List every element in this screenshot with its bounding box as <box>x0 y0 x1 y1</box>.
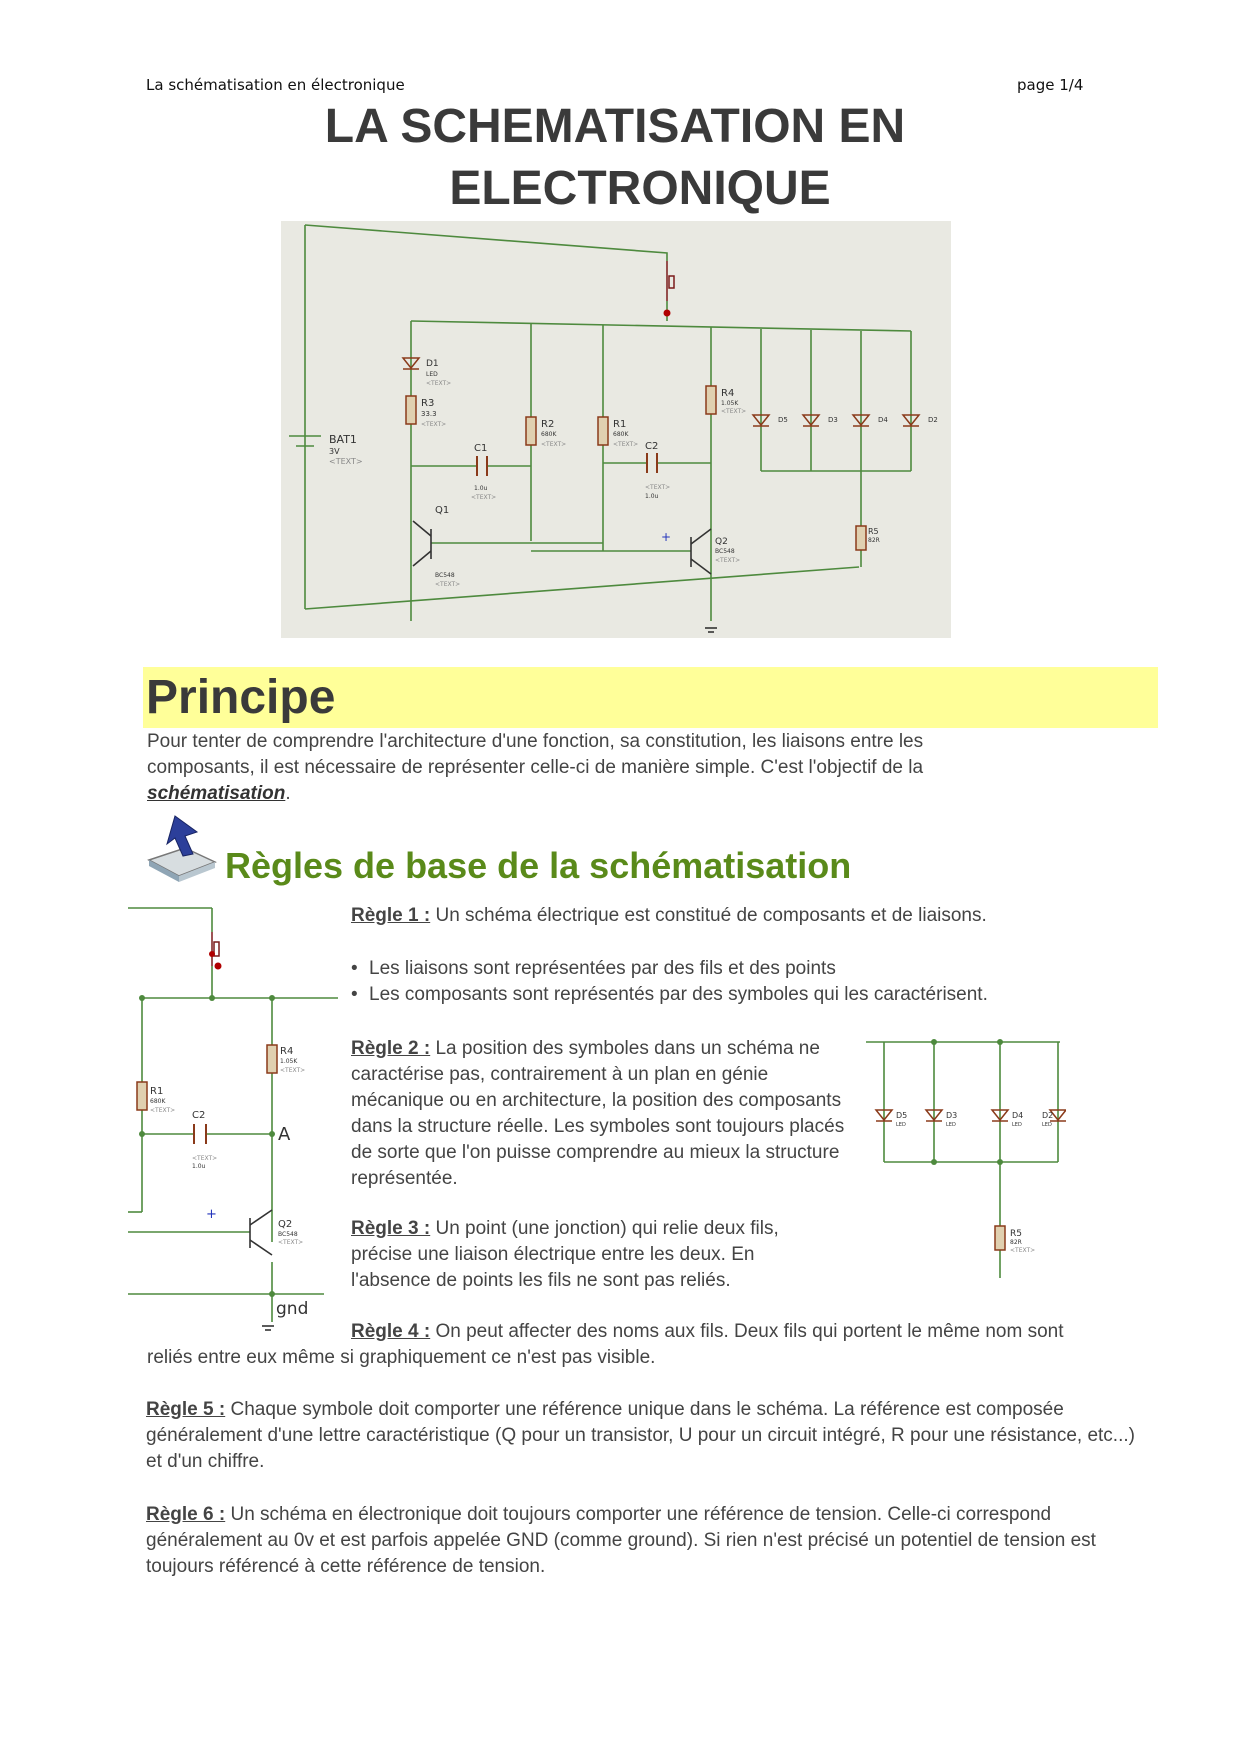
regle-3 <box>351 1216 831 1294</box>
label-bat1-text: <TEXT> <box>329 457 363 466</box>
right-label-r5-text: <TEXT> <box>1010 1247 1036 1254</box>
label-d5: D5 <box>778 416 788 424</box>
label-q2-text: <TEXT> <box>715 557 741 564</box>
label-c1: C1 <box>474 443 488 454</box>
right-label-d4: D4 <box>1012 1111 1024 1120</box>
bullet-item: • Les liaisons sont représentées par des fils et des points <box>351 956 1071 982</box>
regle-4-text: On peut affecter des noms aux fils. Deux fils qui portent le même nom sont <box>430 1321 1064 1342</box>
label-r3-text: <TEXT> <box>421 421 447 428</box>
label-c2-val: 1.0u <box>645 493 659 500</box>
regle-2-text: La position des symboles dans un schéma ne caractérise pas, contrairement à un plan en génie mécanique ou en architecture, la position des composants dans la structure réelle. Les symboles sont toujours placés de sorte que l'on puisse comprendre au mieux la structure représentée. <box>351 1038 845 1189</box>
bullet-item: • Les composants sont représentés par des symboles qui les caractérisent. <box>351 982 1071 1008</box>
label-c2: C2 <box>645 441 659 452</box>
left-label-c2-val: 1.0u <box>192 1163 206 1170</box>
right-label-d5-led: LED <box>896 1122 906 1128</box>
label-q1-val: BC548 <box>435 572 455 579</box>
left-label-r1-text: <TEXT> <box>150 1107 176 1114</box>
page-title <box>250 96 980 220</box>
regle-1-label: Règle 1 : <box>351 905 431 926</box>
label-r5-val: 82R <box>868 537 880 544</box>
svg-text:+: + <box>661 530 672 544</box>
regle-1-bullets <box>351 956 1071 1008</box>
left-label-r1-val: 680K <box>150 1098 166 1105</box>
left-label-q2-text: <TEXT> <box>278 1239 304 1246</box>
label-d2: D2 <box>928 416 938 424</box>
left-label-c2-text: <TEXT> <box>192 1155 218 1162</box>
regle-5-label: Règle 5 : <box>146 1399 226 1420</box>
title-line-2: ELECTRONIQUE <box>449 162 831 215</box>
right-label-d3: D3 <box>946 1111 958 1120</box>
regle-2 <box>351 1036 851 1192</box>
label-r1: R1 <box>613 419 627 430</box>
regle-3-text: Un point (une jonction) qui relie deux fils, précise une liaison électrique entre les deux. En l'absence de points les fils ne sont pas reliés. <box>351 1218 779 1291</box>
node-a-label: A <box>278 1124 291 1145</box>
left-label-r4: R4 <box>280 1046 294 1057</box>
label-bat1: BAT1 <box>329 433 357 446</box>
main-schematic <box>281 221 951 638</box>
right-label-r5-val: 82R <box>1010 1239 1022 1246</box>
label-c1-text: <TEXT> <box>471 494 497 501</box>
left-label-q2-val: BC548 <box>278 1231 298 1238</box>
label-d3: D3 <box>828 416 838 424</box>
svg-text:+: + <box>206 1207 217 1222</box>
left-label-r1: R1 <box>150 1086 164 1097</box>
label-d4: D4 <box>878 416 888 424</box>
schematisation-term: schématisation <box>147 783 286 804</box>
label-r3: R3 <box>421 398 435 409</box>
regles-heading: Règles de base de la schématisation <box>225 845 852 886</box>
label-r5: R5 <box>868 527 879 536</box>
label-r4-val: 1.05K <box>721 400 739 407</box>
principe-text-end: . <box>285 783 291 804</box>
label-r2-val: 680K <box>541 431 557 438</box>
right-label-d3-led: LED <box>946 1122 956 1128</box>
regle-6 <box>146 1502 1146 1580</box>
label-q1-text: <TEXT> <box>435 581 461 588</box>
regle-5-text: Chaque symbole doit comporter une référence unique dans le schéma. La référence est composée généralement d'une lettre caractéristique (Q pour un transistor, U pour un circuit intégré, R pour une résistance, etc...) et d'un chiffre. <box>146 1399 1135 1472</box>
regle-1 <box>351 903 1071 929</box>
label-d1: D1 <box>426 359 439 369</box>
label-r4: R4 <box>721 388 735 399</box>
right-label-d5: D5 <box>896 1111 908 1120</box>
label-q2: Q2 <box>715 537 728 547</box>
regle-6-text: Un schéma en électronique doit toujours comporter une référence de tension. Celle-ci correspond généralement au 0v et est parfois appelée GND (comme ground). Si rien n'est précisé un potentiel de tension est toujours référencé à cette référence de tension. <box>146 1504 1096 1577</box>
regle-2-label: Règle 2 : <box>351 1038 431 1059</box>
left-schematic <box>128 902 338 1332</box>
left-label-r4-val: 1.05K <box>280 1058 298 1065</box>
principe-paragraph <box>147 729 1017 807</box>
label-d1-led: LED <box>426 371 438 378</box>
regle-3-label: Règle 3 : <box>351 1218 431 1239</box>
label-r1-text: <TEXT> <box>613 441 639 448</box>
led-schematic <box>866 1038 1066 1283</box>
label-r2-text: <TEXT> <box>541 441 567 448</box>
book-arrow-icon <box>145 810 221 882</box>
regle-1-text: Un schéma électrique est constitué de composants et de liaisons. <box>430 905 987 926</box>
regle-4-label: Règle 4 : <box>351 1321 431 1342</box>
right-label-r5: R5 <box>1010 1229 1022 1239</box>
label-r2: R2 <box>541 419 555 430</box>
regle-6-label: Règle 6 : <box>146 1504 226 1525</box>
left-label-r4-text: <TEXT> <box>280 1067 306 1074</box>
label-r3-val: 33.3 <box>421 410 437 418</box>
left-label-c2: C2 <box>192 1110 206 1121</box>
page-number: page 1/4 <box>1017 76 1084 94</box>
regle-5 <box>146 1397 1146 1475</box>
right-label-d4-led: LED <box>1012 1122 1022 1128</box>
right-label-d2: D2 <box>1042 1111 1054 1120</box>
gnd-label: gnd <box>276 1299 309 1319</box>
label-r4-text: <TEXT> <box>721 408 747 415</box>
label-q2-val: BC548 <box>715 548 735 555</box>
principe-text: Pour tenter de comprendre l'architecture d'une fonction, sa constitution, les liaisons entre les composants, il est nécessaire de représenter celle-ci de manière simple. C'est l'objectif de la <box>147 731 924 778</box>
regle-4-continuation: reliés entre eux même si graphiquement ce n'est pas visible. <box>147 1347 656 1368</box>
label-bat1-val: 3V <box>329 447 340 456</box>
title-line-1: LA SCHEMATISATION EN <box>324 100 906 153</box>
regle-4 <box>351 1319 1151 1345</box>
left-label-q2: Q2 <box>278 1219 293 1230</box>
label-r1-val: 680K <box>613 431 629 438</box>
right-label-d2-led: LED <box>1042 1122 1052 1128</box>
principe-heading: Principe <box>146 671 336 724</box>
label-c1-val: 1.0u <box>474 485 488 492</box>
label-q1: Q1 <box>435 505 450 516</box>
header-left: La schématisation en électronique <box>146 76 405 94</box>
label-c2-text: <TEXT> <box>645 484 671 491</box>
label-d1-text: <TEXT> <box>426 380 452 387</box>
